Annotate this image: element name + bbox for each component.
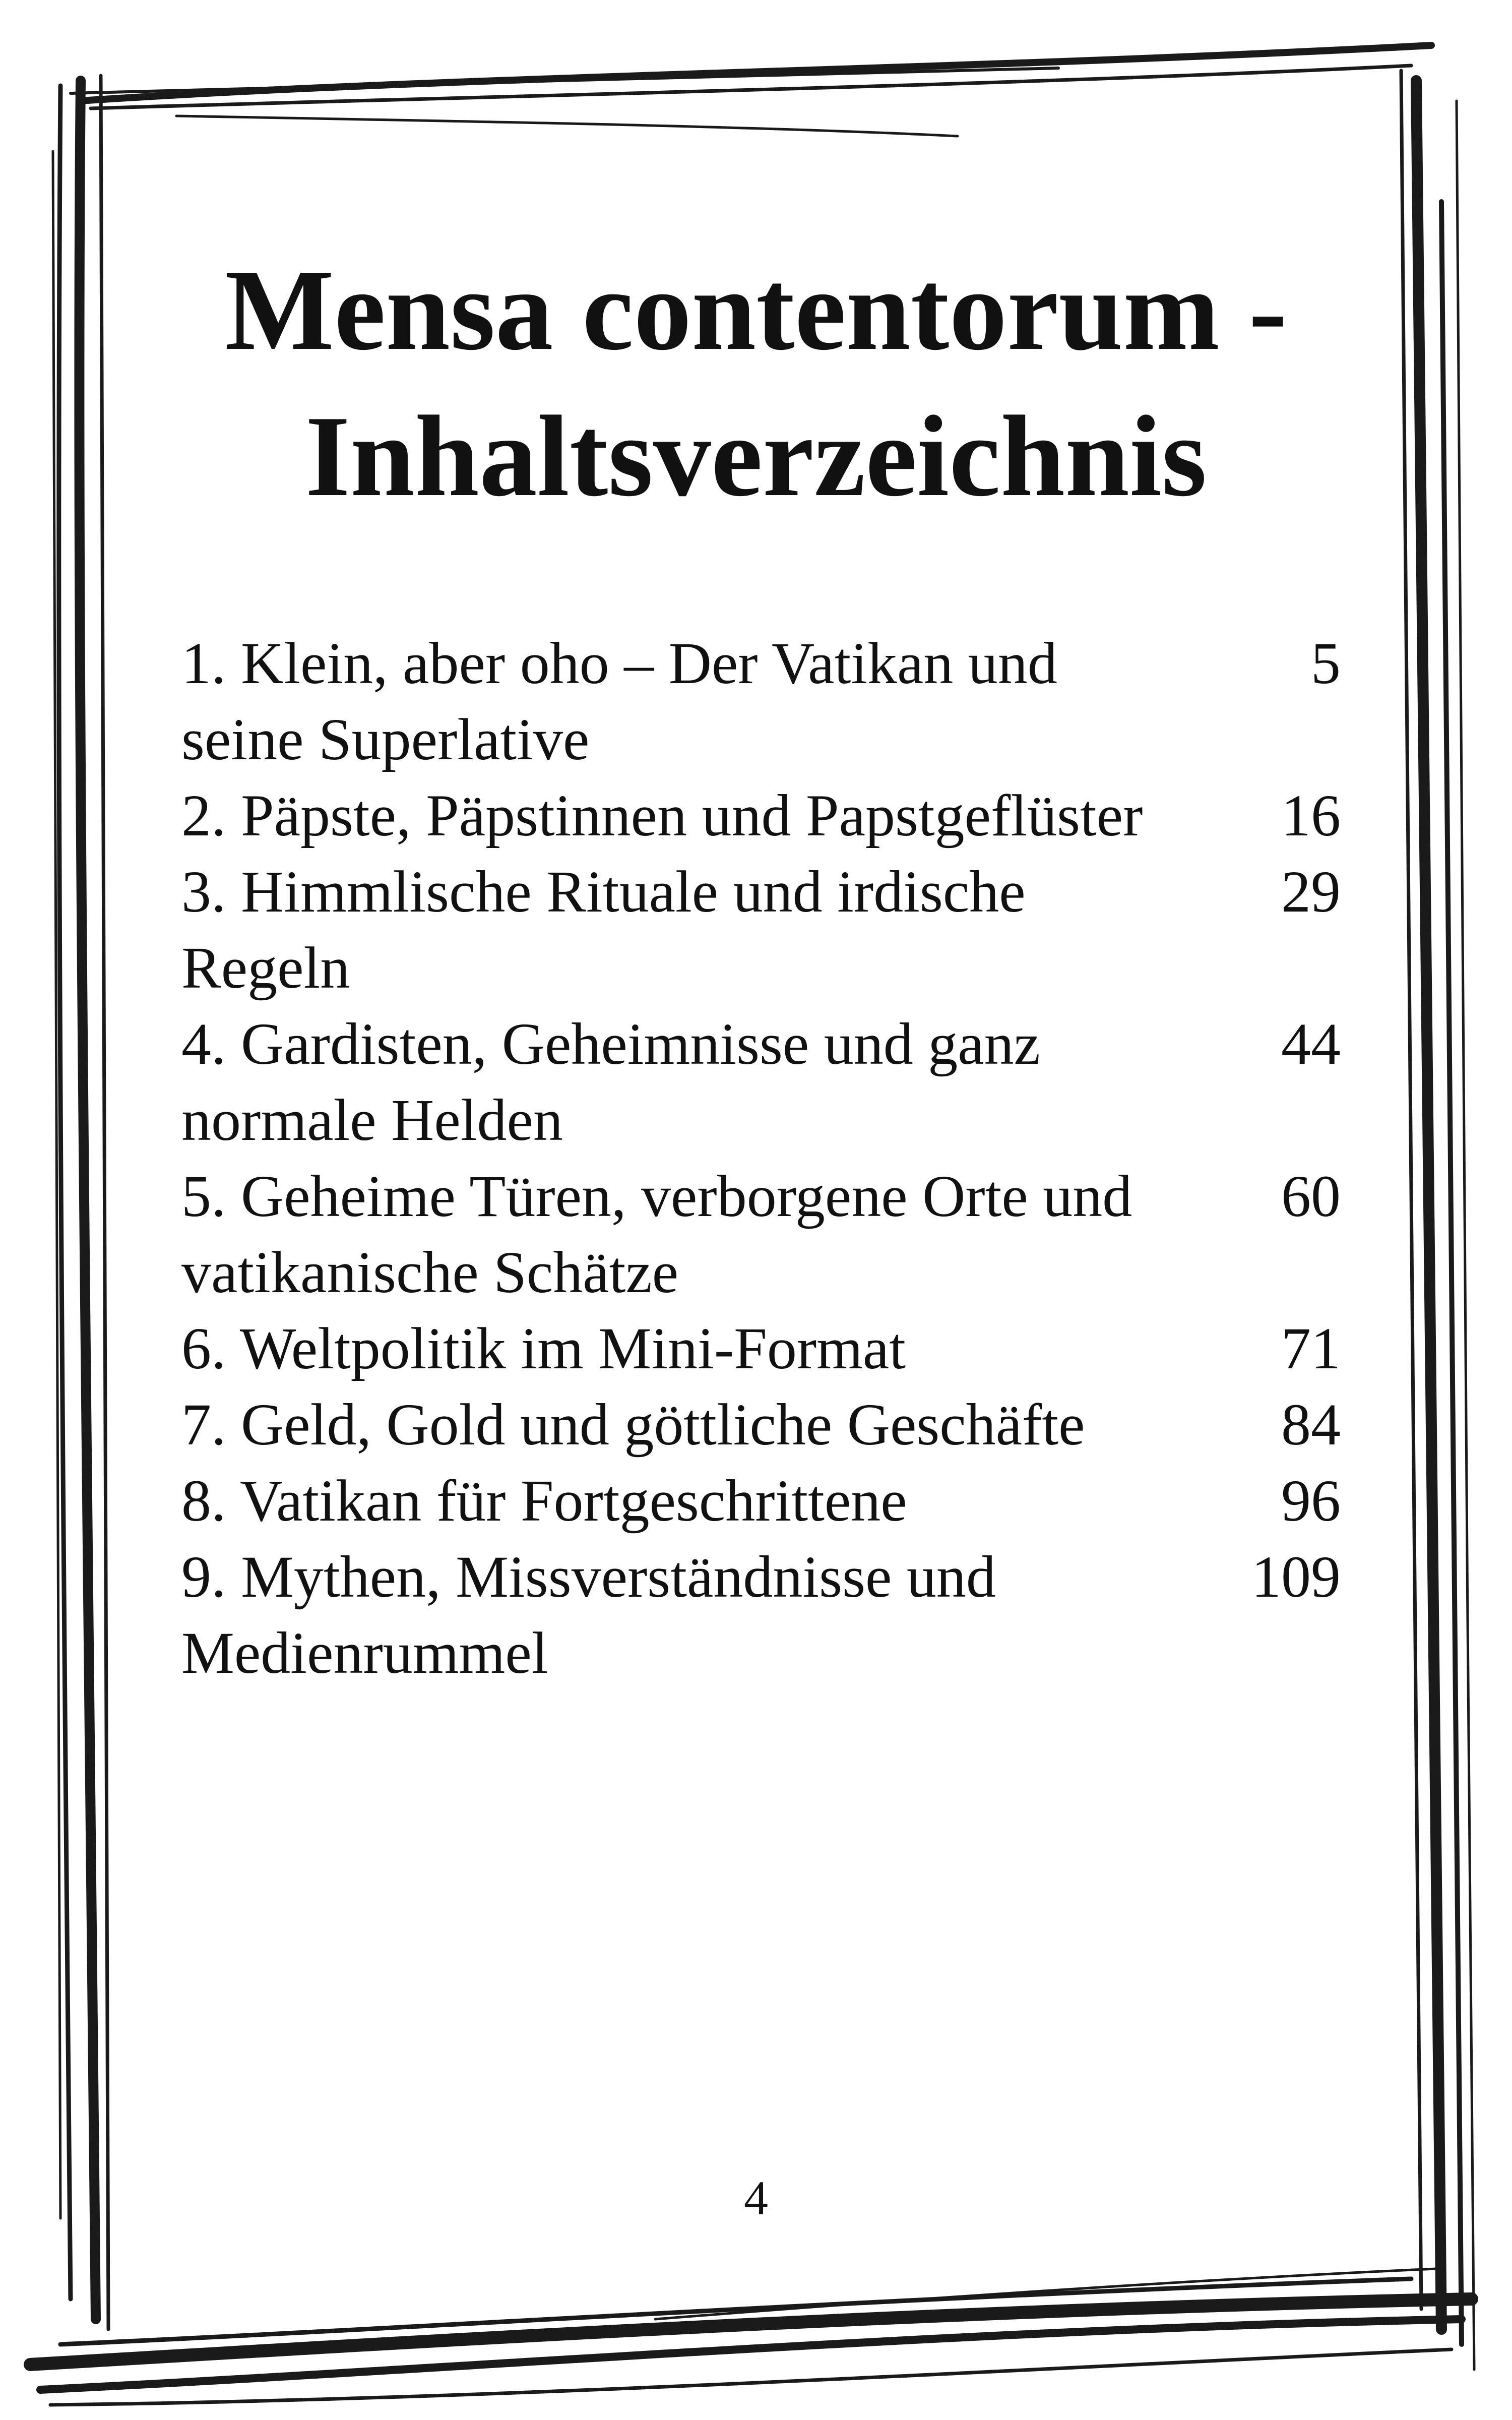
toc-entry-page: 84 <box>1281 1392 1341 1458</box>
toc-entry-title: 4. Gardisten, Geheimnisse und ganz normale Helden <box>181 1011 1041 1153</box>
toc-entry[interactable] <box>181 1158 1341 1310</box>
toc-entry-page: 44 <box>1281 1011 1341 1077</box>
toc-entry[interactable] <box>181 1310 1341 1386</box>
toc-entry-page: 5 <box>1311 630 1341 696</box>
toc-entry[interactable] <box>181 854 1341 1006</box>
toc-entry-page: 29 <box>1281 859 1341 925</box>
toc-entry-title: 1. Klein, aber oho – Der Vatikan und seine Superlative <box>181 630 1057 772</box>
toc-entry-page: 71 <box>1281 1315 1341 1381</box>
toc-entry-title: 9. Mythen, Missverständnisse und Medienrummel <box>181 1544 996 1686</box>
toc-entry-title: 7. Geld, Gold und göttliche Geschäfte <box>181 1392 1085 1458</box>
toc-entry-title: 2. Päpste, Päpstinnen und Papstgeflüster <box>181 782 1143 849</box>
page-title-line-2: Inhaltsverzeichnis <box>305 392 1207 520</box>
toc-entry[interactable] <box>181 1539 1341 1691</box>
toc-entry-page: 16 <box>1281 782 1341 849</box>
toc-entry-page: 109 <box>1251 1544 1341 1610</box>
page-number: 4 <box>744 2171 768 2225</box>
toc-entry[interactable] <box>181 777 1341 854</box>
toc-entry[interactable] <box>181 1006 1341 1158</box>
toc-entry[interactable] <box>181 1386 1341 1463</box>
toc-entry-page: 96 <box>1281 1468 1341 1534</box>
page-title <box>151 237 1361 529</box>
page-title-line-1: Mensa contentorum - <box>225 246 1287 374</box>
toc-entry-page: 60 <box>1281 1163 1341 1229</box>
toc-entry-title: 3. Himmlische Rituale und irdische Regeln <box>181 859 1026 1001</box>
table-of-contents <box>181 625 1341 1691</box>
toc-entry[interactable] <box>181 625 1341 777</box>
toc-entry-title: 8. Vatikan für Fortgeschrittene <box>181 1468 907 1534</box>
toc-entry-title: 5. Geheime Türen, verborgene Orte und vatikanische Schätze <box>181 1163 1132 1305</box>
toc-entry-title: 6. Weltpolitik im Mini-Format <box>181 1315 906 1381</box>
toc-entry[interactable] <box>181 1463 1341 1539</box>
